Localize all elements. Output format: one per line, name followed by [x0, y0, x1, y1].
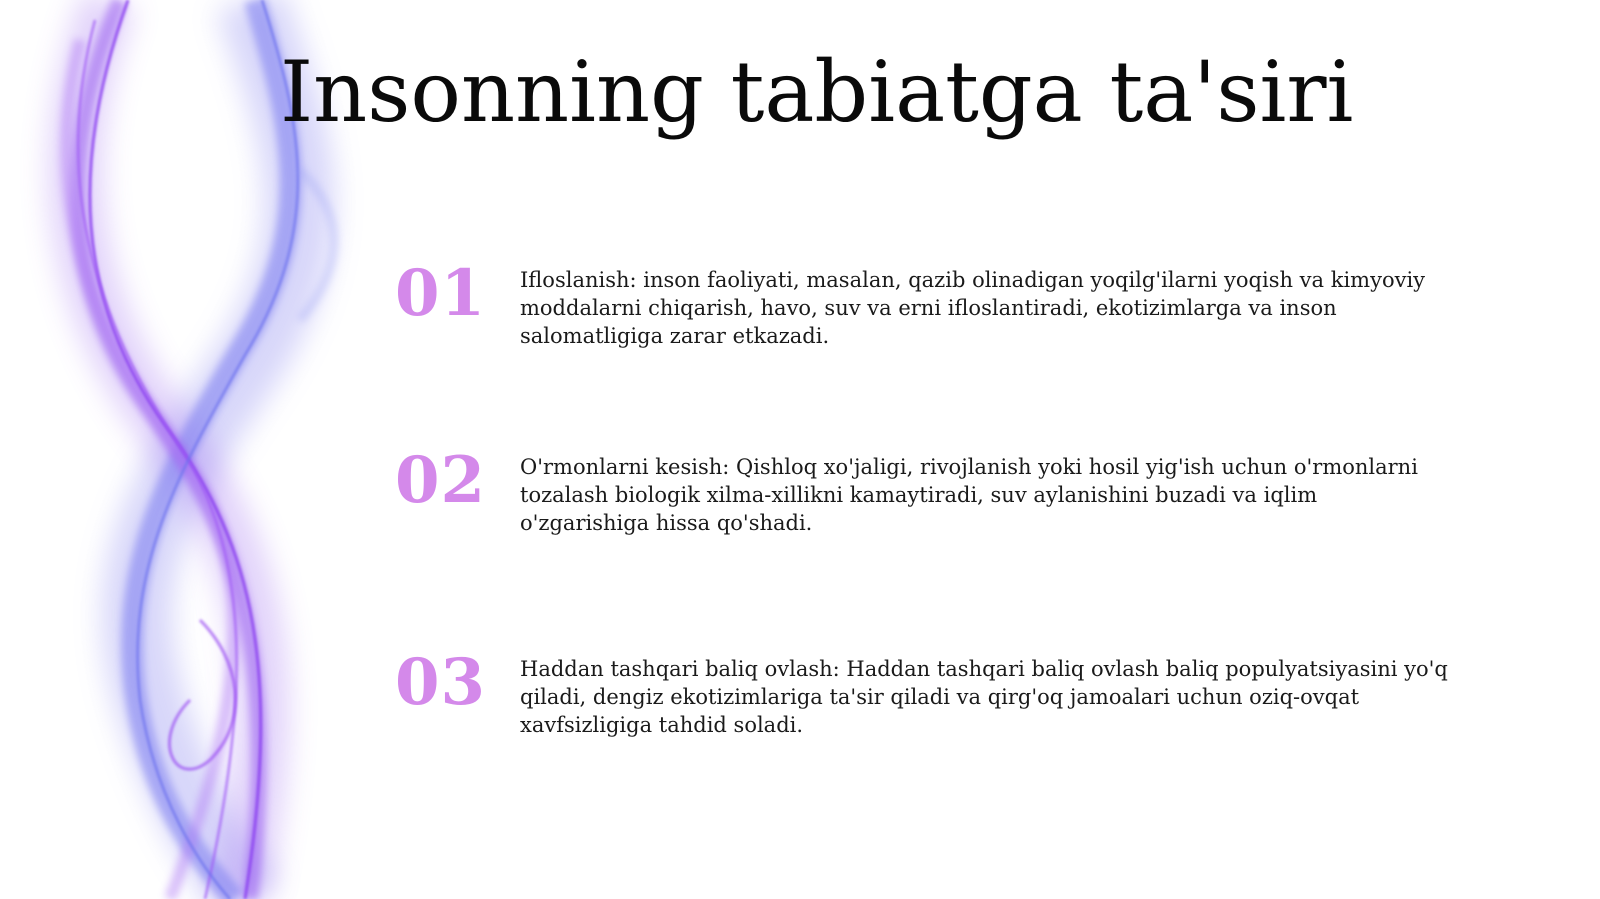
list-item — [395, 256, 1455, 372]
list-item — [395, 645, 1455, 761]
item-text: Ifloslanish: inson faoliyati, masalan, qazib olinadigan yoqilg'ilarni yoqish va kimyoviy moddalarni chiqarish, havo, suv va erni ifloslantiradi, ekotizimlarga va inson salomatligiga zarar etkazadi. — [520, 268, 1426, 348]
item-number: 02 — [395, 443, 487, 518]
item-text: O'rmonlarni kesish: Qishloq xo'jaligi, rivojlanish yoki hosil yig'ish uchun o'rmonlarni tozalash biologik xilma-xillikni kamaytiradi, suv aylanishini buzadi va iqlim o'zgarishiga hissa qo'shadi. — [520, 455, 1418, 535]
item-number: 03 — [395, 645, 487, 720]
item-number: 01 — [395, 256, 487, 331]
slide-title: Insonning tabiatga ta'siri — [280, 43, 1354, 141]
item-text: Haddan tashqari baliq ovlash: Haddan tashqari baliq ovlash baliq populyatsiyasini yo'q qiladi, dengiz ekotizimlariga ta'sir qiladi va qirg'oq jamoalari uchun oziq-ovqat xavfsizligiga tahdid soladi. — [520, 657, 1448, 737]
list-item — [395, 443, 1455, 559]
